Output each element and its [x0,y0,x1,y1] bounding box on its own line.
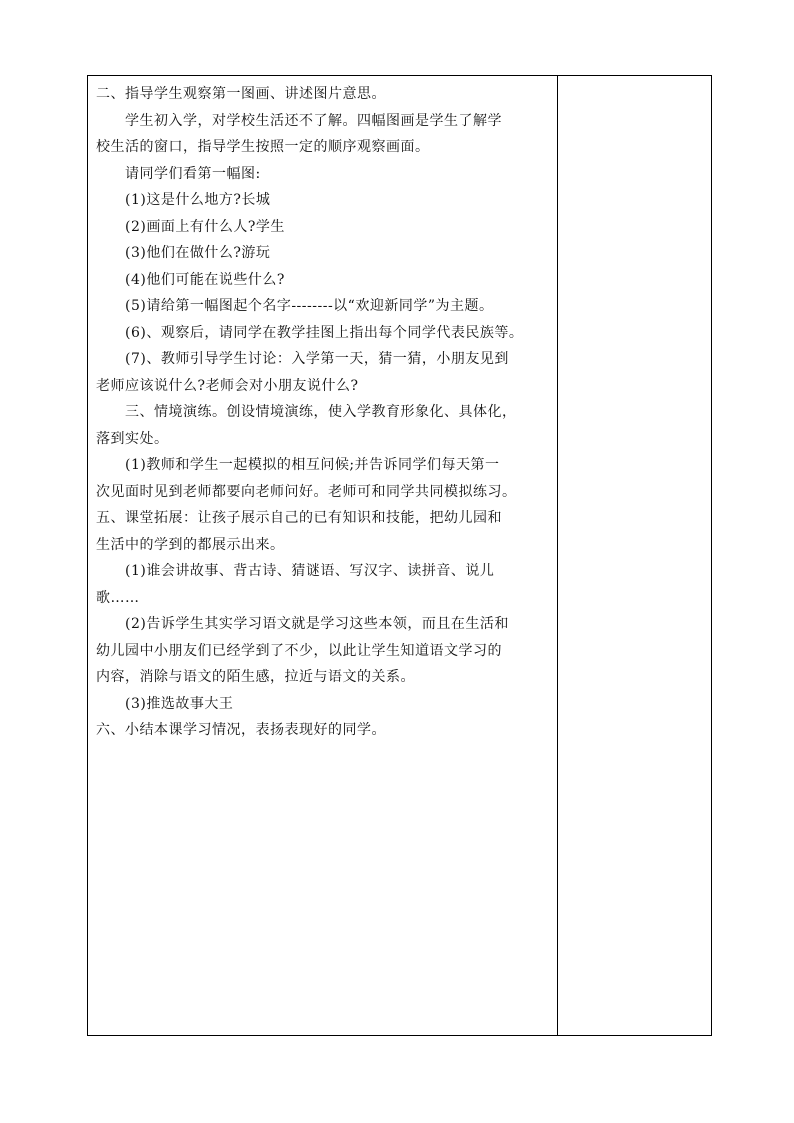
text-line: 三、情境演练。创设情境演练，使入学教育形象化、具体化， [125,404,517,420]
text-line: (6)、观察后，请同学在教学挂图上指出每个同学代表民族等。 [125,324,524,341]
text-line: (1)谁会讲故事、背古诗、猜谜语、写汉字、读拼音、说儿 [125,563,495,579]
text-line: 老师应该说什么?老师会对小朋友说什么? [96,377,359,394]
lesson-content-cell [88,76,557,1035]
text-line: (3)推选故事大王 [125,695,234,712]
text-line: (1)这是什么地方?长城 [125,192,271,208]
text-line: 歌…… [96,589,140,606]
text-line: 学生初入学，对学校生活还不了解。四幅图画是学生了解学 [125,112,502,129]
text-line: (3)他们在做什么?游玩 [125,245,271,261]
lesson-plan-table [87,75,712,1036]
text-line: 请同学们看第一幅图: [125,165,261,182]
text-line: 五、课堂拓展：让孩子展示自己的已有知识和技能，把幼儿园和 [96,510,502,526]
text-line: (4)他们可能在说些什么? [125,271,285,288]
text-line: (7)、教师引导学生讨论：入学第一天，猜一猜，小朋友见到 [125,351,509,367]
notes-cell [558,76,712,1035]
text-line: (2)画面上有什么人?学生 [125,218,285,235]
text-line: 落到实处。 [96,430,169,447]
text-line: 次见面时见到老师都要向老师问好。老师可和同学共同模拟练习。 [96,483,517,500]
text-line: 幼儿园中小朋友们已经学到了不少，以此让学生知道语文学习的 [96,642,502,659]
text-line: (1)教师和学生一起模拟的相互问候;并告诉同学们每天第一 [125,457,500,473]
text-line: (2)告诉学生其实学习语文就是学习这些本领，而且在生活和 [125,616,509,632]
text-line: (5)请给第一幅图起个名字--------以“欢迎新同学”为主题。 [125,298,494,314]
text-line: 内容，消除与语文的陌生感，拉近与语文的关系。 [96,669,415,685]
text-line: 六、小结本课学习情况，表扬表现好的同学。 [96,722,386,738]
text-line: 二、指导学生观察第一图画、讲述图片意思。 [96,86,386,102]
text-line: 校生活的窗口，指导学生按照一定的顺序观察画面。 [96,139,430,155]
text-line: 生活中的学到的都展示出来。 [96,536,285,553]
